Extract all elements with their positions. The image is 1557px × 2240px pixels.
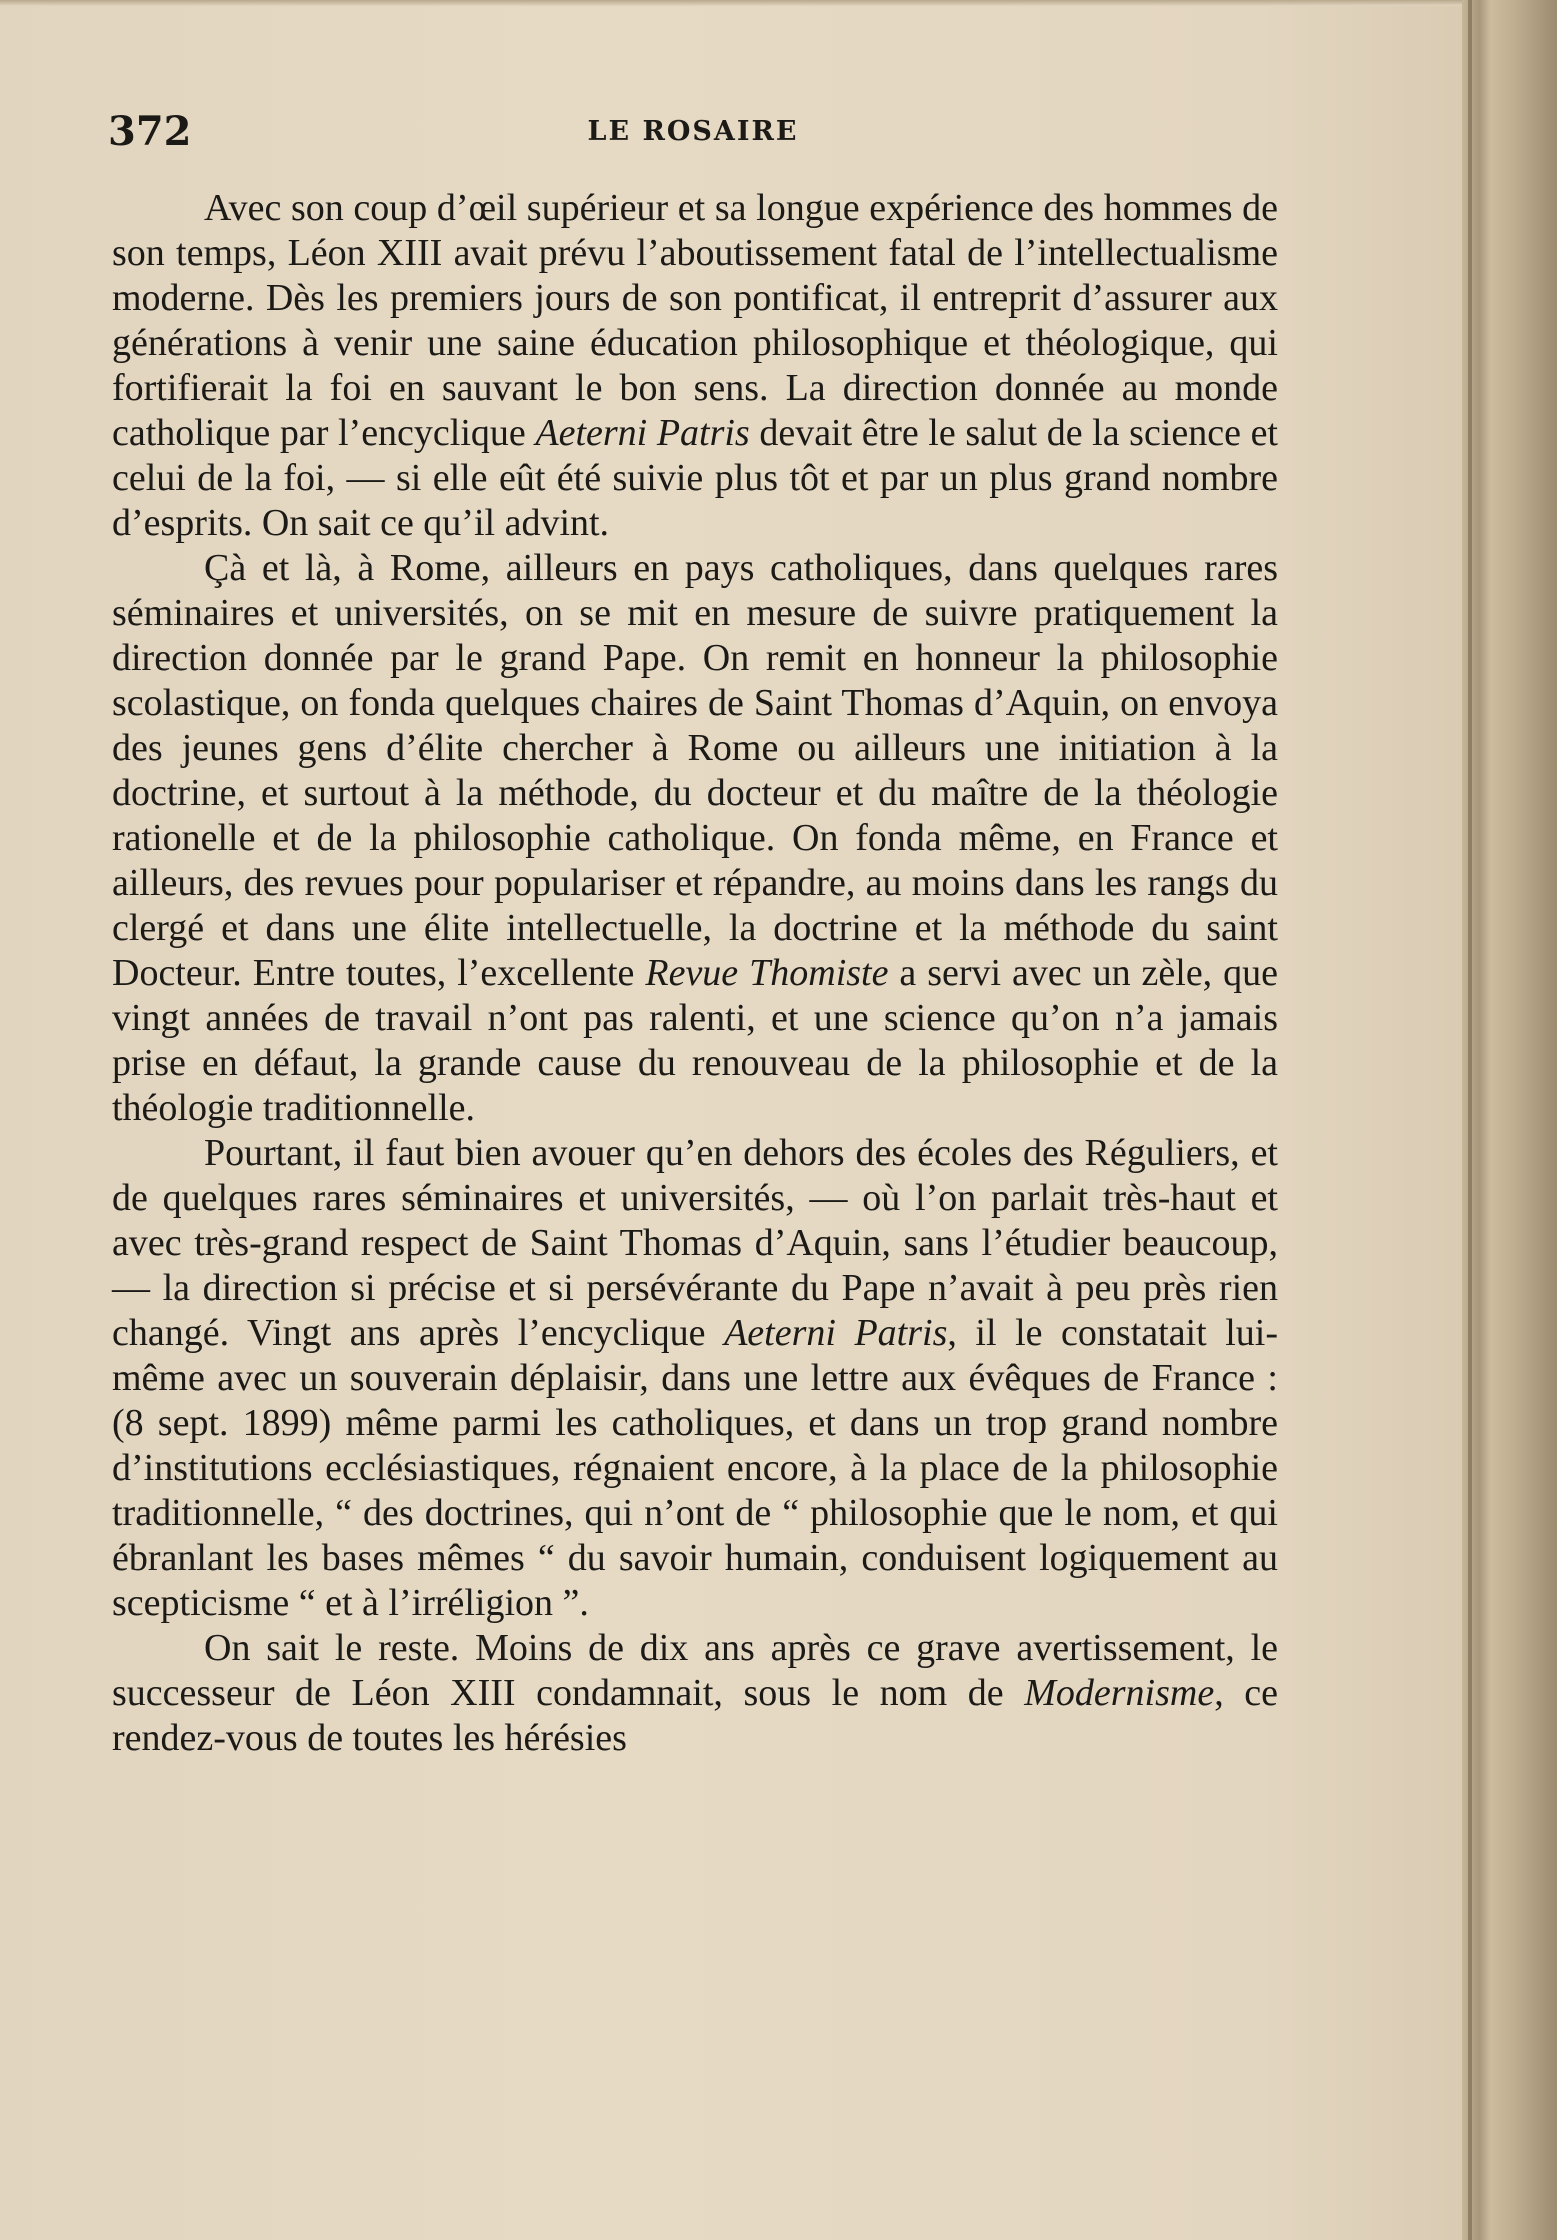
paragraph-text: devait être le salut de la science et celui de la foi, — si elle eût été suivie plus tôt et par un plus grand nombre d’esprits. On sait ce qu’il advint. <box>112 412 1278 544</box>
page-edge-shadow <box>1468 0 1472 2240</box>
italic-title: Aeterni Patris <box>535 412 750 454</box>
paragraph-text: a servi avec un zèle, que vingt années de travail n’ont pas ralenti, et une science qu’on n’a jamais prise en défaut, la grande cause du renouveau de la philosophie et de la théologie traditionnelle. <box>112 952 1278 1129</box>
page-number: 372 <box>108 108 192 155</box>
paragraph-3 <box>112 1131 1278 1626</box>
page-header <box>108 108 1278 158</box>
paragraph-text: Pourtant, il faut bien avouer qu’en dehors des écoles des Réguliers, et de quelques rares séminaires et universités, — où l’on parlait très-haut et avec très-grand respect de Saint Thomas d’Aquin, sans l’étudier beaucoup, — la direction si précise et si persévérante du Pape n’avait à peu près rien changé. Vingt ans après l’encyclique <box>112 1132 1278 1354</box>
paragraph-4 <box>112 1626 1278 1761</box>
italic-title: Aeterni Patris <box>724 1312 948 1354</box>
italic-term: Modernisme <box>1024 1672 1215 1714</box>
paragraph-text: Avec son coup d’œil supérieur et sa longue expérience des hommes de son temps, Léon XIII avait prévu l’aboutissement fatal de l’intellectualisme moderne. Dès les premiers jours de son pontificat, il entreprit d’assurer aux générations à venir une saine éducation philosophique et théologique, qui fortifierait la foi en sauvant le bon sens. La direction donnée au monde catholique par l’encyclique <box>112 187 1278 454</box>
page-top-edge <box>0 0 1478 6</box>
paragraph-text: On sait le reste. Moins de dix ans après ce grave avertissement, le successeur de Léon XIII condamnait, sous le nom de <box>112 1627 1278 1714</box>
book-spine-gutter <box>1462 0 1557 2240</box>
paragraph-1 <box>112 186 1278 546</box>
body-text <box>112 186 1278 1761</box>
paragraph-2 <box>112 546 1278 1131</box>
paragraph-text: Çà et là, à Rome, ailleurs en pays catholiques, dans quelques rares séminaires et universités, on se mit en mesure de suivre pratiquement la direction donnée par le grand Pape. On remit en honneur la philosophie scolastique, on fonda quelques chaires de Saint Thomas d’Aquin, on envoya des jeunes gens d’élite chercher à Rome ou ailleurs une initiation à la doctrine, et surtout à la méthode, du docteur et du maître de la théologie rationelle et de la philosophie catholique. On fonda même, en France et ailleurs, des revues pour populariser et répandre, au moins dans les rangs du clergé et dans une élite intellectuelle, la doctrine et la méthode du saint Docteur. Entre toutes, l’excellente <box>112 547 1278 994</box>
italic-title: Revue Thomiste <box>645 952 889 994</box>
paragraph-text: , il le constatait lui-même avec un souverain déplaisir, dans une lettre aux évêques de France : (8 sept. 1899) même parmi les catholiques, et dans un trop grand nombre d’institutions ecclésiastiques, régnaient encore, à la place de la philosophie traditionnelle, “ des doctrines, qui n’ont de “ philosophie que le nom, et qui ébranlant les bases mêmes “ du savoir humain, conduisent logiquement au scepticisme “ et à l’irréligion ”. <box>112 1312 1278 1624</box>
running-head: LE ROSAIRE <box>587 116 799 147</box>
paragraph-text: , ce rendez-vous de toutes les hérésies <box>112 1672 1278 1759</box>
